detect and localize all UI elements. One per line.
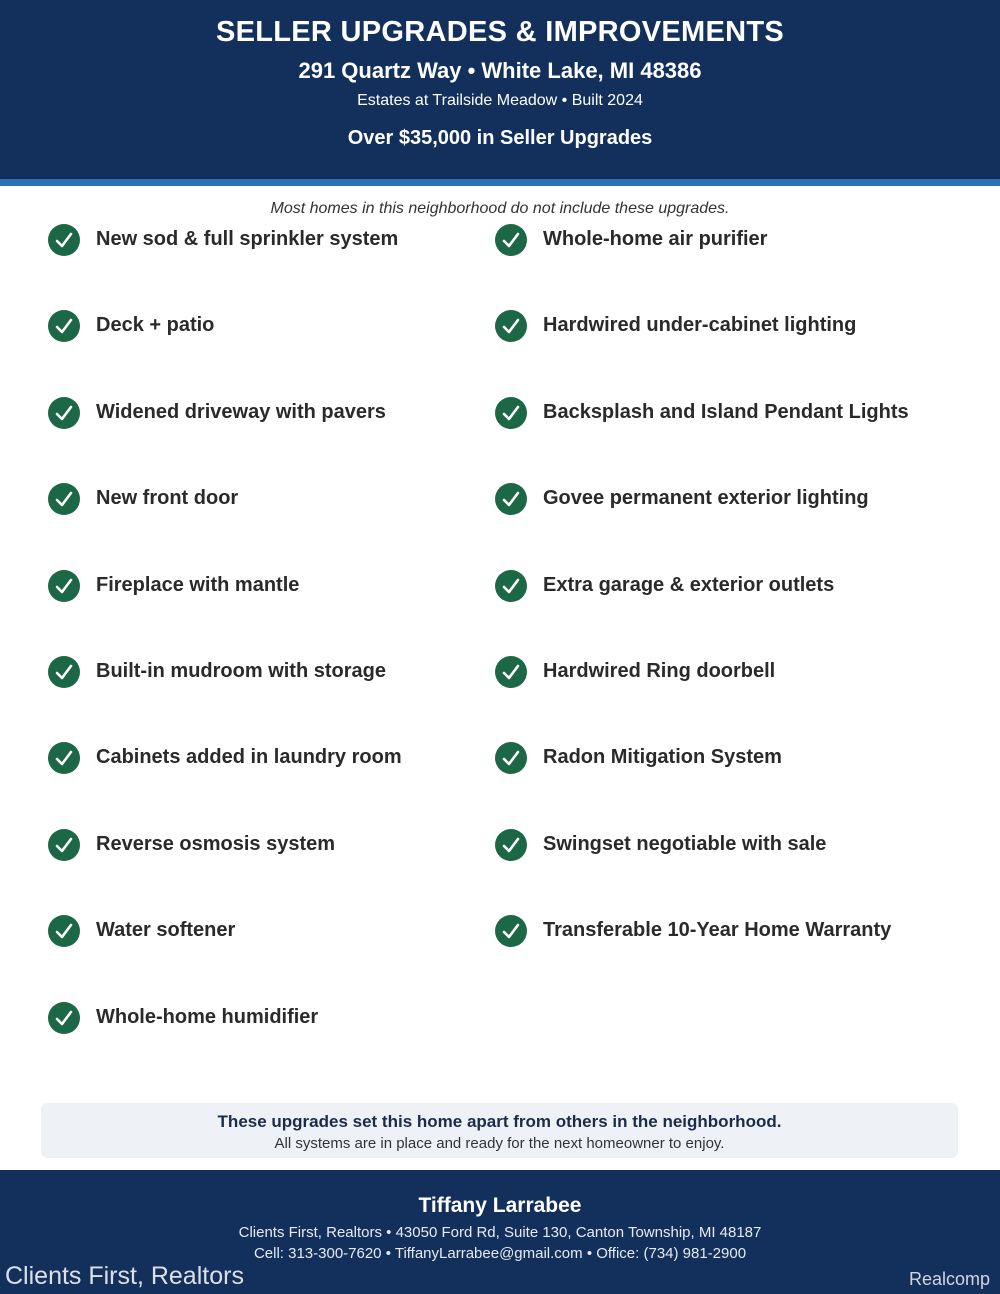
upgrade-item (495, 568, 975, 654)
upgrade-item (48, 740, 478, 826)
brokerage-address: Clients First, Realtors • 43050 Ford Rd, Suite 130, Canton Township, MI 48187 (238, 1224, 762, 1241)
upgrade-item (495, 308, 975, 394)
check-circle-icon (495, 915, 527, 947)
upgrade-label: Water softener (96, 919, 236, 942)
check-circle-icon (495, 310, 527, 342)
page-title: SELLER UPGRADES & IMPROVEMENTS (215, 16, 785, 48)
upgrade-list-left (48, 222, 478, 1086)
upgrade-label: Swingset negotiable with sale (543, 832, 827, 855)
upgrade-item (48, 222, 478, 308)
upgrade-label: Widened driveway with pavers (96, 400, 386, 423)
upgrade-label: Extra garage & exterior outlets (543, 573, 835, 596)
mls-watermark: Realcomp (908, 1269, 990, 1289)
check-circle-icon (48, 915, 80, 947)
upgrade-item (48, 395, 478, 481)
upgrade-item (495, 913, 975, 999)
property-address: 291 Quartz Way • White Lake, MI 48386 (298, 58, 702, 83)
upgrade-label: Cabinets added in laundry room (96, 746, 402, 769)
upgrade-label: Built-in mudroom with storage (96, 659, 386, 682)
neighborhood-note: Most homes in this neighborhood do not include these upgrades. (270, 200, 730, 217)
check-circle-icon (495, 829, 527, 861)
upgrade-label: Deck + patio (96, 314, 215, 337)
agent-name: Tiffany Larrabee (418, 1194, 582, 1217)
check-circle-icon (48, 742, 80, 774)
upgrade-label: Govee permanent exterior lighting (543, 487, 869, 510)
check-circle-icon (495, 656, 527, 688)
check-circle-icon (48, 397, 80, 429)
check-circle-icon (48, 829, 80, 861)
upgrade-item (48, 913, 478, 999)
check-circle-icon (48, 1002, 80, 1034)
upgrade-label: Whole-home air purifier (543, 228, 768, 250)
upgrade-value-headline: Over $35,000 in Seller Upgrades (347, 127, 653, 149)
agent-contact: Cell: 313-300-7620 • TiffanyLarrabee@gmail.com • Office: (734) 981-2900 (253, 1245, 747, 1262)
upgrade-item (48, 827, 478, 913)
brokerage-watermark: Clients First, Realtors (5, 1262, 244, 1290)
check-circle-icon (48, 570, 80, 602)
upgrade-label: Hardwired under-cabinet lighting (543, 314, 857, 337)
upgrade-item (495, 827, 975, 913)
callout-headline: These upgrades set this home apart from others in the neighborhood. (217, 1112, 782, 1131)
check-circle-icon (48, 483, 80, 515)
upgrade-item (48, 568, 478, 654)
upgrade-label: Radon Mitigation System (543, 746, 782, 769)
upgrade-list-right (495, 222, 975, 1000)
upgrade-label: Backsplash and Island Pendant Lights (543, 400, 909, 423)
upgrade-item (48, 654, 478, 740)
check-circle-icon (48, 656, 80, 688)
upgrade-item (495, 481, 975, 567)
property-subtitle: Estates at Trailside Meadow • Built 2024 (357, 92, 643, 109)
callout-subtext: All systems are in place and ready for the next homeowner to enjoy. (274, 1135, 725, 1152)
upgrade-item (495, 395, 975, 481)
upgrade-item (495, 222, 975, 308)
check-circle-icon (48, 310, 80, 342)
header-banner (0, 0, 1000, 179)
upgrade-label: Transferable 10-Year Home Warranty (543, 919, 892, 942)
upgrade-label: Fireplace with mantle (96, 573, 300, 596)
check-circle-icon (495, 397, 527, 429)
upgrade-label: New sod & full sprinkler system (96, 228, 399, 250)
upgrade-item (495, 654, 975, 740)
check-circle-icon (495, 742, 527, 774)
upgrade-item (48, 1000, 478, 1086)
upgrade-label: Reverse osmosis system (96, 832, 336, 855)
check-circle-icon (495, 224, 527, 256)
upgrade-label: New front door (96, 487, 239, 510)
header-divider (0, 179, 1000, 186)
upgrade-label: Whole-home humidifier (96, 1005, 319, 1028)
check-circle-icon (495, 483, 527, 515)
upgrade-item (495, 740, 975, 826)
check-circle-icon (48, 224, 80, 256)
check-circle-icon (495, 570, 527, 602)
callout-box (41, 1103, 958, 1158)
upgrade-label: Hardwired Ring doorbell (543, 659, 776, 682)
upgrade-item (48, 308, 478, 394)
upgrade-item (48, 481, 478, 567)
